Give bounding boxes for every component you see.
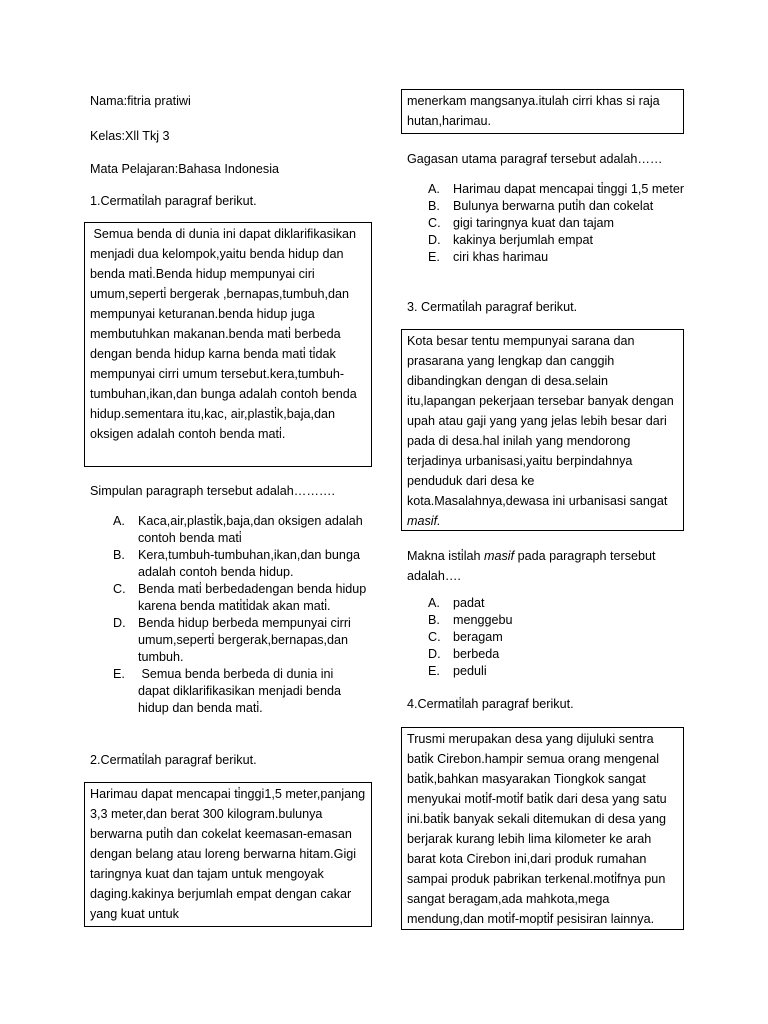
q2-option-e[interactable]: E. ciri khas harimau — [428, 250, 549, 264]
q2-paragraph-part2: menerkam mangsanya.itulah cirri khas si raja hutan,harimau. — [407, 94, 660, 128]
q4-instruction: 4.Cermati̇lah paragraf berikut. — [407, 697, 574, 711]
student-class: Kelas:Xll Tkj 3 — [90, 129, 170, 143]
q1-instruction: 1.Cermati̇lah paragraf berikut. — [90, 194, 257, 208]
q4-paragraph-box — [401, 727, 684, 930]
q3-paragraph: Kota besar tentu mempunyai sarana dan prasarana yang lengkap dan canggih dibandingkan dengan di desa.selain itu,lapangan pekerjaan tersebar banyak dengan upah atau gaji yang yang jelas lebih besar dari pada di desa.hal inilah yang mendorong terjadinya urbanisasi,yaitu berpindahnya penduduk dari desa ke kota.Masalahnya,dewasa ini urbanisasi sangat masif. — [407, 334, 674, 528]
q2-option-a[interactable]: A. Harimau dapat mencapai ti̇nggi 1,5 meter — [428, 182, 685, 196]
q2-options — [428, 181, 688, 266]
q1-question: Simpulan paragraph tersebut adalah………. — [90, 484, 336, 498]
q2-paragraph-box-continued — [401, 89, 684, 134]
q2-option-c[interactable]: C. gigi taringnya kuat dan tajam — [428, 216, 615, 230]
q1-option-b[interactable]: B. Kera,tumbuh-tumbuhan,ikan,dan bunga adalah contoh benda hidup. — [113, 548, 360, 579]
q2-instruction: 2.Cermati̇lah paragraf berikut. — [90, 753, 257, 767]
q2-question: Gagasan utama paragraf tersebut adalah…… — [407, 152, 663, 166]
q2-paragraph-part1: Harimau dapat mencapai ti̇nggi1,5 meter,panjang 3,3 meter,dan berat 300 kilogram.bulunya berwarna puti̇h dan cokelat keemasan-emasan dengan belang atau loreng berwarna hitam.Gigi taringnya kuat dan tajam untuk mengoyak daging.kakinya berjumlah empat dengan cakar yang kuat untuk — [90, 787, 366, 921]
q3-paragraph-box — [401, 329, 684, 531]
q2-paragraph-box — [84, 782, 372, 927]
q1-paragraph: Semua benda di dunia ini dapat diklarifikasikan menjadi dua kelompok,yaitu benda hidup dan benda mati̇.Benda hidup mempunyai ciri umum,seperti̇ bergerak ,bernapas,tumbuh,dan mempunyai keturanan.benda hidup juga membutuhkan makanan.benda mati̇ berbeda dengan benda hidup karna benda mati̇ ti̇dak mempunyai cirri umum tersebut.kera,tumbuh-tumbuhan,ikan,dan bunga adalah contoh benda hidup.sementara itu,kac, air,plasti̇k,baja,dan oksigen adalah contoh benda mati̇. — [90, 227, 361, 441]
q3-option-c[interactable]: C. beragam — [428, 630, 503, 644]
q2-option-b[interactable]: B. Bulunya berwarna puti̇h dan cokelat — [428, 199, 654, 213]
q3-question: Makna isti̇lah masif pada paragraph tersebut adalah…. — [407, 549, 656, 583]
subject: Mata Pelajaran:Bahasa Indonesia — [90, 162, 280, 176]
q3-paragraph-italic: masif. — [407, 514, 441, 528]
q3-option-b[interactable]: B. menggebu — [428, 613, 513, 627]
q3-option-e[interactable]: E. peduli — [428, 664, 487, 678]
q3-options — [428, 595, 688, 680]
q1-paragraph-box — [84, 222, 372, 467]
q1-option-a[interactable]: A. Kaca,air,plasti̇k,baja,dan oksigen adalah contoh benda mati̇ — [113, 514, 363, 545]
q3-question-term: masif — [484, 549, 515, 563]
q3-option-a[interactable]: A. padat — [428, 596, 485, 610]
q1-options — [113, 513, 368, 717]
q4-paragraph: Trusmi merupakan desa yang dijuluki sentra bati̇k Cirebon.hampir semua orang mengenal bati̇k,bahkan masyarakan Tiongkok sangat menyukai moti̇f-moti̇f bati̇k dari desa yang satu ini.bati̇k banyak sekali ditemukan di desa yang berjarak kurang lebih lima kilometer ke arah barat kota Cirebon ini,dari produk rumahan sampai produk pabrikan terkenal.moti̇fnya pun sangat beragam,ada mahkota,mega mendung,dan moti̇f-mopti̇f pesisiran lainnya. — [407, 732, 667, 926]
q1-option-d[interactable]: D. Benda hidup berbeda mempunyai cirri umum,seperti̇ bergerak,bernapas,dan tumbuh. — [113, 616, 351, 664]
q3-instruction: 3. Cermati̇lah paragraf berikut. — [407, 300, 578, 314]
q3-option-d[interactable]: D. berbeda — [428, 647, 500, 661]
q1-option-e[interactable]: E. Semua benda berbeda di dunia ini dapat diklarifikasikan menjadi benda hidup dan benda mati̇. — [113, 667, 345, 715]
student-name: Nama:fitria pratiwi — [90, 94, 191, 108]
q2-option-d[interactable]: D. kakinya berjumlah empat — [428, 233, 594, 247]
q1-option-c[interactable]: C. Benda mati̇ berbedadengan benda hidup karena benda mati̇ti̇dak akan mati̇. — [113, 582, 367, 613]
